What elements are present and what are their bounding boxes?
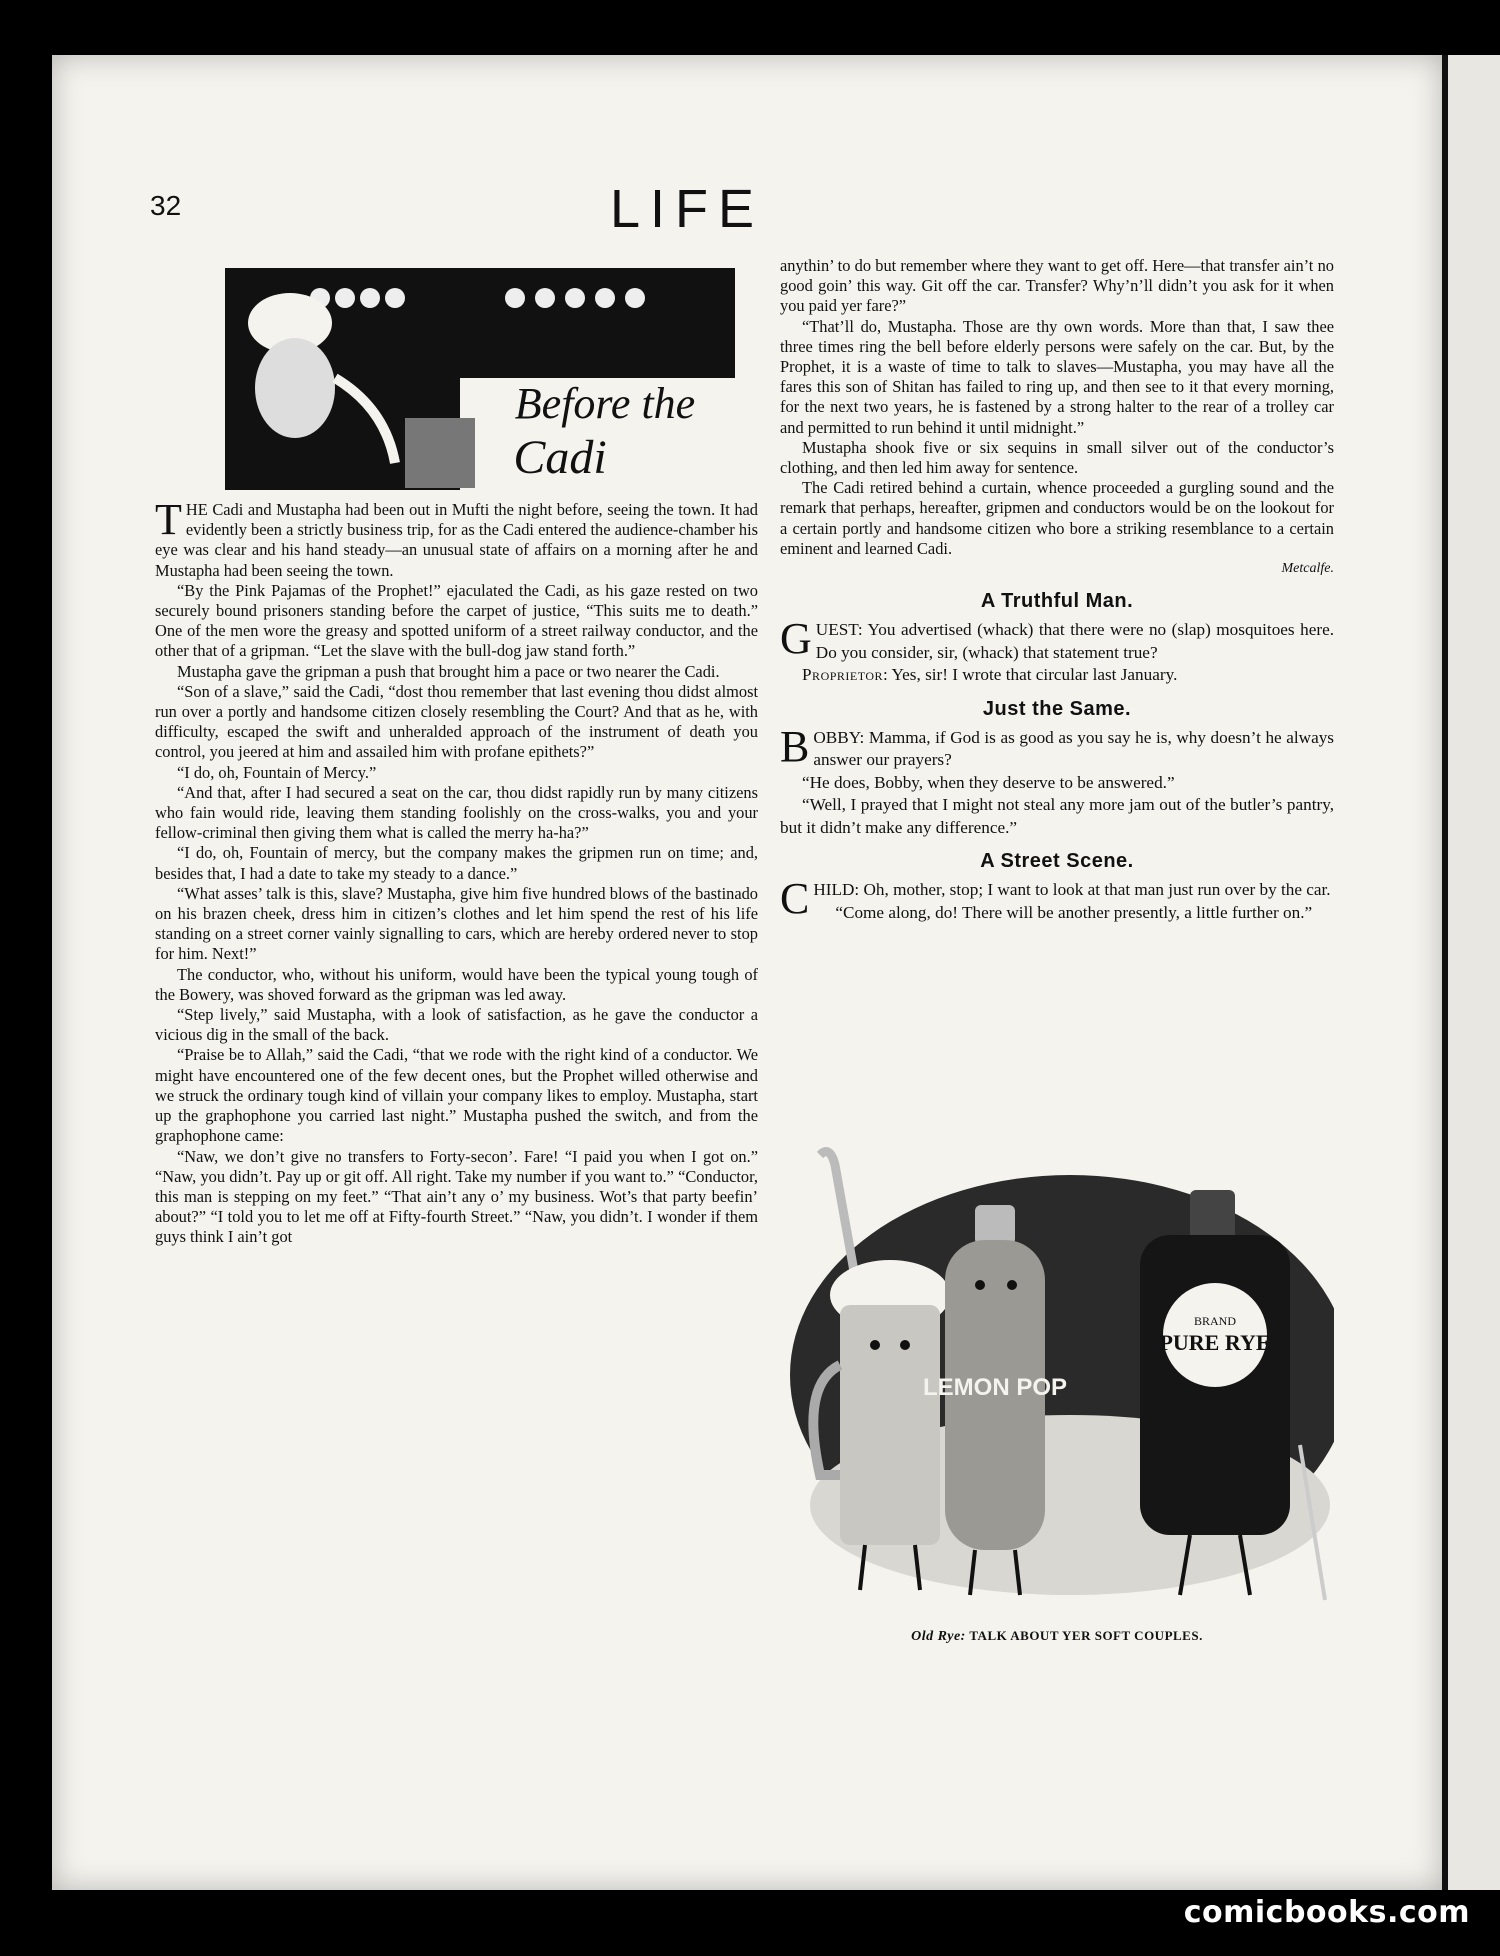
story-paragraph: “By the Pink Pajamas of the Prophet!” ejaculated the Cadi, as his gaze rested on two securely bound prisoners standing before the carpet of justice, “This suits me to death.” One of the men wore the greasy and spotted uniform of a street railway conductor, and the other that of a gripman. “Let the slave with the bull-dog jaw stand forth.” xyxy=(155,580,758,661)
story-paragraph: “And that, after I had secured a seat on the car, thou didst rapidly run by many citizens who fain would ride, leaving them standing foolishly on the cross-walks, you and your fellow-criminal then giving them what is called the merry ha-ha?” xyxy=(155,782,758,843)
story-right-column xyxy=(780,256,1334,924)
watermark: comicbooks.com xyxy=(1183,1895,1470,1930)
joke-truthful-man xyxy=(780,614,1334,686)
joke-title-just-the-same: Just the Same. xyxy=(982,697,1132,720)
story-paragraph: HE Cadi and Mustapha had been out in Mufti the night before, seeing the town. It had evidently been a strictly business trip, for as the Cadi entered the audience-chamber his eye was clear and his hand steady—an unusual state of affairs on a morning after he and Mustapha had been seeing the town. xyxy=(155,500,758,580)
joke-line: “He does, Bobby, when they deserve to be answered.” xyxy=(802,772,1175,792)
story-paragraph: “What asses’ talk is this, slave? Mustapha, give him five hundred blows of the bastinado on his brazen cheek, dress him in citizen’s clothes and let him spend the rest of his life standing on a street corner vainly signalling to cars, which are hereby ordered never to stop for him. Next!” xyxy=(155,883,758,964)
story-paragraph: “I do, oh, Fountain of mercy, but the company makes the gripmen run on time; and, besides that, I had a date to take my steady to a dance.” xyxy=(155,843,758,883)
story-paragraph: “That’ll do, Mustapha. Those are thy own words. More than that, I saw thee three times ring the bell before elderly persons were safely on the car. But, by the Prophet, it is a waste of time to talk to slaves—Mustapha, you may have all the fares this son of Shitan has failed to ring up, and then see to it that every morning, for the next two years, he is fastened by a strong halter to the rear of a trolley car and permitted to run behind it until midnight.” xyxy=(780,316,1334,437)
page-header xyxy=(150,130,1290,239)
page-number: 32 xyxy=(150,190,182,221)
joke-line: “Well, I prayed that I might not steal any more jam out of the butler’s pantry, but it didn’t make any difference.” xyxy=(780,795,1334,837)
story-signature: Metcalfe. xyxy=(1281,561,1334,577)
joke-line: : Oh, mother, stop; I want to look at that man just run over by the car. xyxy=(854,880,1331,900)
rye-label-top: BRAND xyxy=(1193,1314,1237,1328)
masthead: LIFE xyxy=(610,179,765,239)
joke-line: “Come along, do! There will be another presently, a little further on.” xyxy=(835,902,1313,922)
story-paragraph: “Step lively,” said Mustapha, with a look of satisfaction, as he gave the conductor a vicious dig in the small of the back. xyxy=(155,1005,758,1045)
story-paragraph: Mustapha gave the gripman a push that brought him a pace or two nearer the Cadi. xyxy=(177,661,720,681)
before-the-cadi-banner xyxy=(225,268,735,490)
story-paragraph: Mustapha shook five or six sequins in small silver out of the conductor’s clothing, and then led him away for sentence. xyxy=(780,437,1334,478)
mug-icon xyxy=(840,1305,940,1545)
joke-speaker: HILD xyxy=(813,880,855,900)
bottle-cap xyxy=(975,1205,1015,1245)
joke-street-scene xyxy=(780,874,1334,924)
story-paragraph: “Son of a slave,” said the Cadi, “dost thou remember that last evening thou didst almost run over a portly and handsome citizen closely resembling the Court? And that as he, with difficulty, escaped the swift and unheralded approach of the instrument of death you control, you jeered at him and assailed him with profane epithets?” xyxy=(155,681,758,762)
joke-dropcap: G xyxy=(780,614,812,664)
banner-title-line2: Cadi xyxy=(513,431,607,484)
joke-speaker: UEST xyxy=(815,620,858,640)
joke-line: : You advertised (whack) that there were no (slap) mosquitoes here. Do you consider, sir, (whack) that statement true? xyxy=(815,620,1334,662)
rye-bottle-cap xyxy=(1190,1190,1235,1240)
joke-title-truthful-man: A Truthful Man. xyxy=(980,590,1134,613)
joke-line: : Mamma, if God is as good as you say he is, why doesn’t he always answer our prayers? xyxy=(813,727,1334,770)
joke-title-street-scene: A Street Scene. xyxy=(980,849,1134,872)
joke-dropcap: C xyxy=(780,874,810,924)
caption-text: TALK ABOUT YER SOFT COUPLES. xyxy=(969,1628,1203,1643)
banner-title-line1: Before the xyxy=(514,379,696,428)
story-dropcap: T xyxy=(155,495,182,544)
joke-line: : Yes, sir! I wrote that circular last January. xyxy=(883,665,1178,685)
story-paragraph: The Cadi retired behind a curtain, whence proceeded a gurgling sound and the remark that perhaps, hereafter, gripmen and conductors would be on the lookout for a certain portly and handsome citizen who bore a striking resemblance to a certain eminent and learned Cadi. xyxy=(780,478,1334,558)
joke-speaker: OBBY xyxy=(813,727,860,747)
caption-speaker: Old Rye: xyxy=(911,1629,966,1644)
drinks-cartoon-illustration xyxy=(780,1145,1334,1615)
story-paragraph: “Praise be to Allah,” said the Cadi, “that we rode with the right kind of a conductor. We might have encountered one of the few decent ones, but the Prophet willed otherwise and we struck the ordinary tough kind of villain your company likes to employ. Mustapha, start up the graphophone you carried last night.” Mustapha pushed the switch, and from the graphophone came: xyxy=(155,1045,758,1146)
story-paragraph: The conductor, who, without his uniform, would have been the typical young tough of the Bowery, was shoved forward as the gripman was led away. xyxy=(155,964,758,1004)
joke-speaker: Proprietor xyxy=(802,665,884,685)
joke-just-the-same xyxy=(780,721,1334,839)
story-paragraph: “Naw, we don’t give no transfers to Forty-secon’. Fare! “I paid you when I got on.” “Naw, you didn’t. Pay up or git off. All right. Take my number if you want to.” “Conductor, this man is stepping on my feet.” “That ain’t any o’ my business. Wot’s that party beefin’ about?” “I told you to let me off at Fifty-fourth Street.” “Naw, you didn’t. I wonder if them guys think I ain’t got xyxy=(155,1146,758,1247)
story-paragraph: anythin’ to do but remember where they want to get off. Here—that transfer ain’t no good goin’ this way. Git off the car. Transfer? Why’n’ll didn’t you ask for it when you paid yer fare?” xyxy=(780,256,1334,316)
bottle-label: LEMON POP xyxy=(922,1374,1068,1401)
joke-dropcap: B xyxy=(780,721,810,771)
story-left-column xyxy=(155,495,758,1248)
facing-page-edge xyxy=(1442,55,1500,1890)
rye-label-text: PURE RYE xyxy=(1159,1330,1271,1355)
illustration-caption xyxy=(780,1628,1334,1645)
story-paragraph: “I do, oh, Fountain of Mercy.” xyxy=(177,762,377,782)
